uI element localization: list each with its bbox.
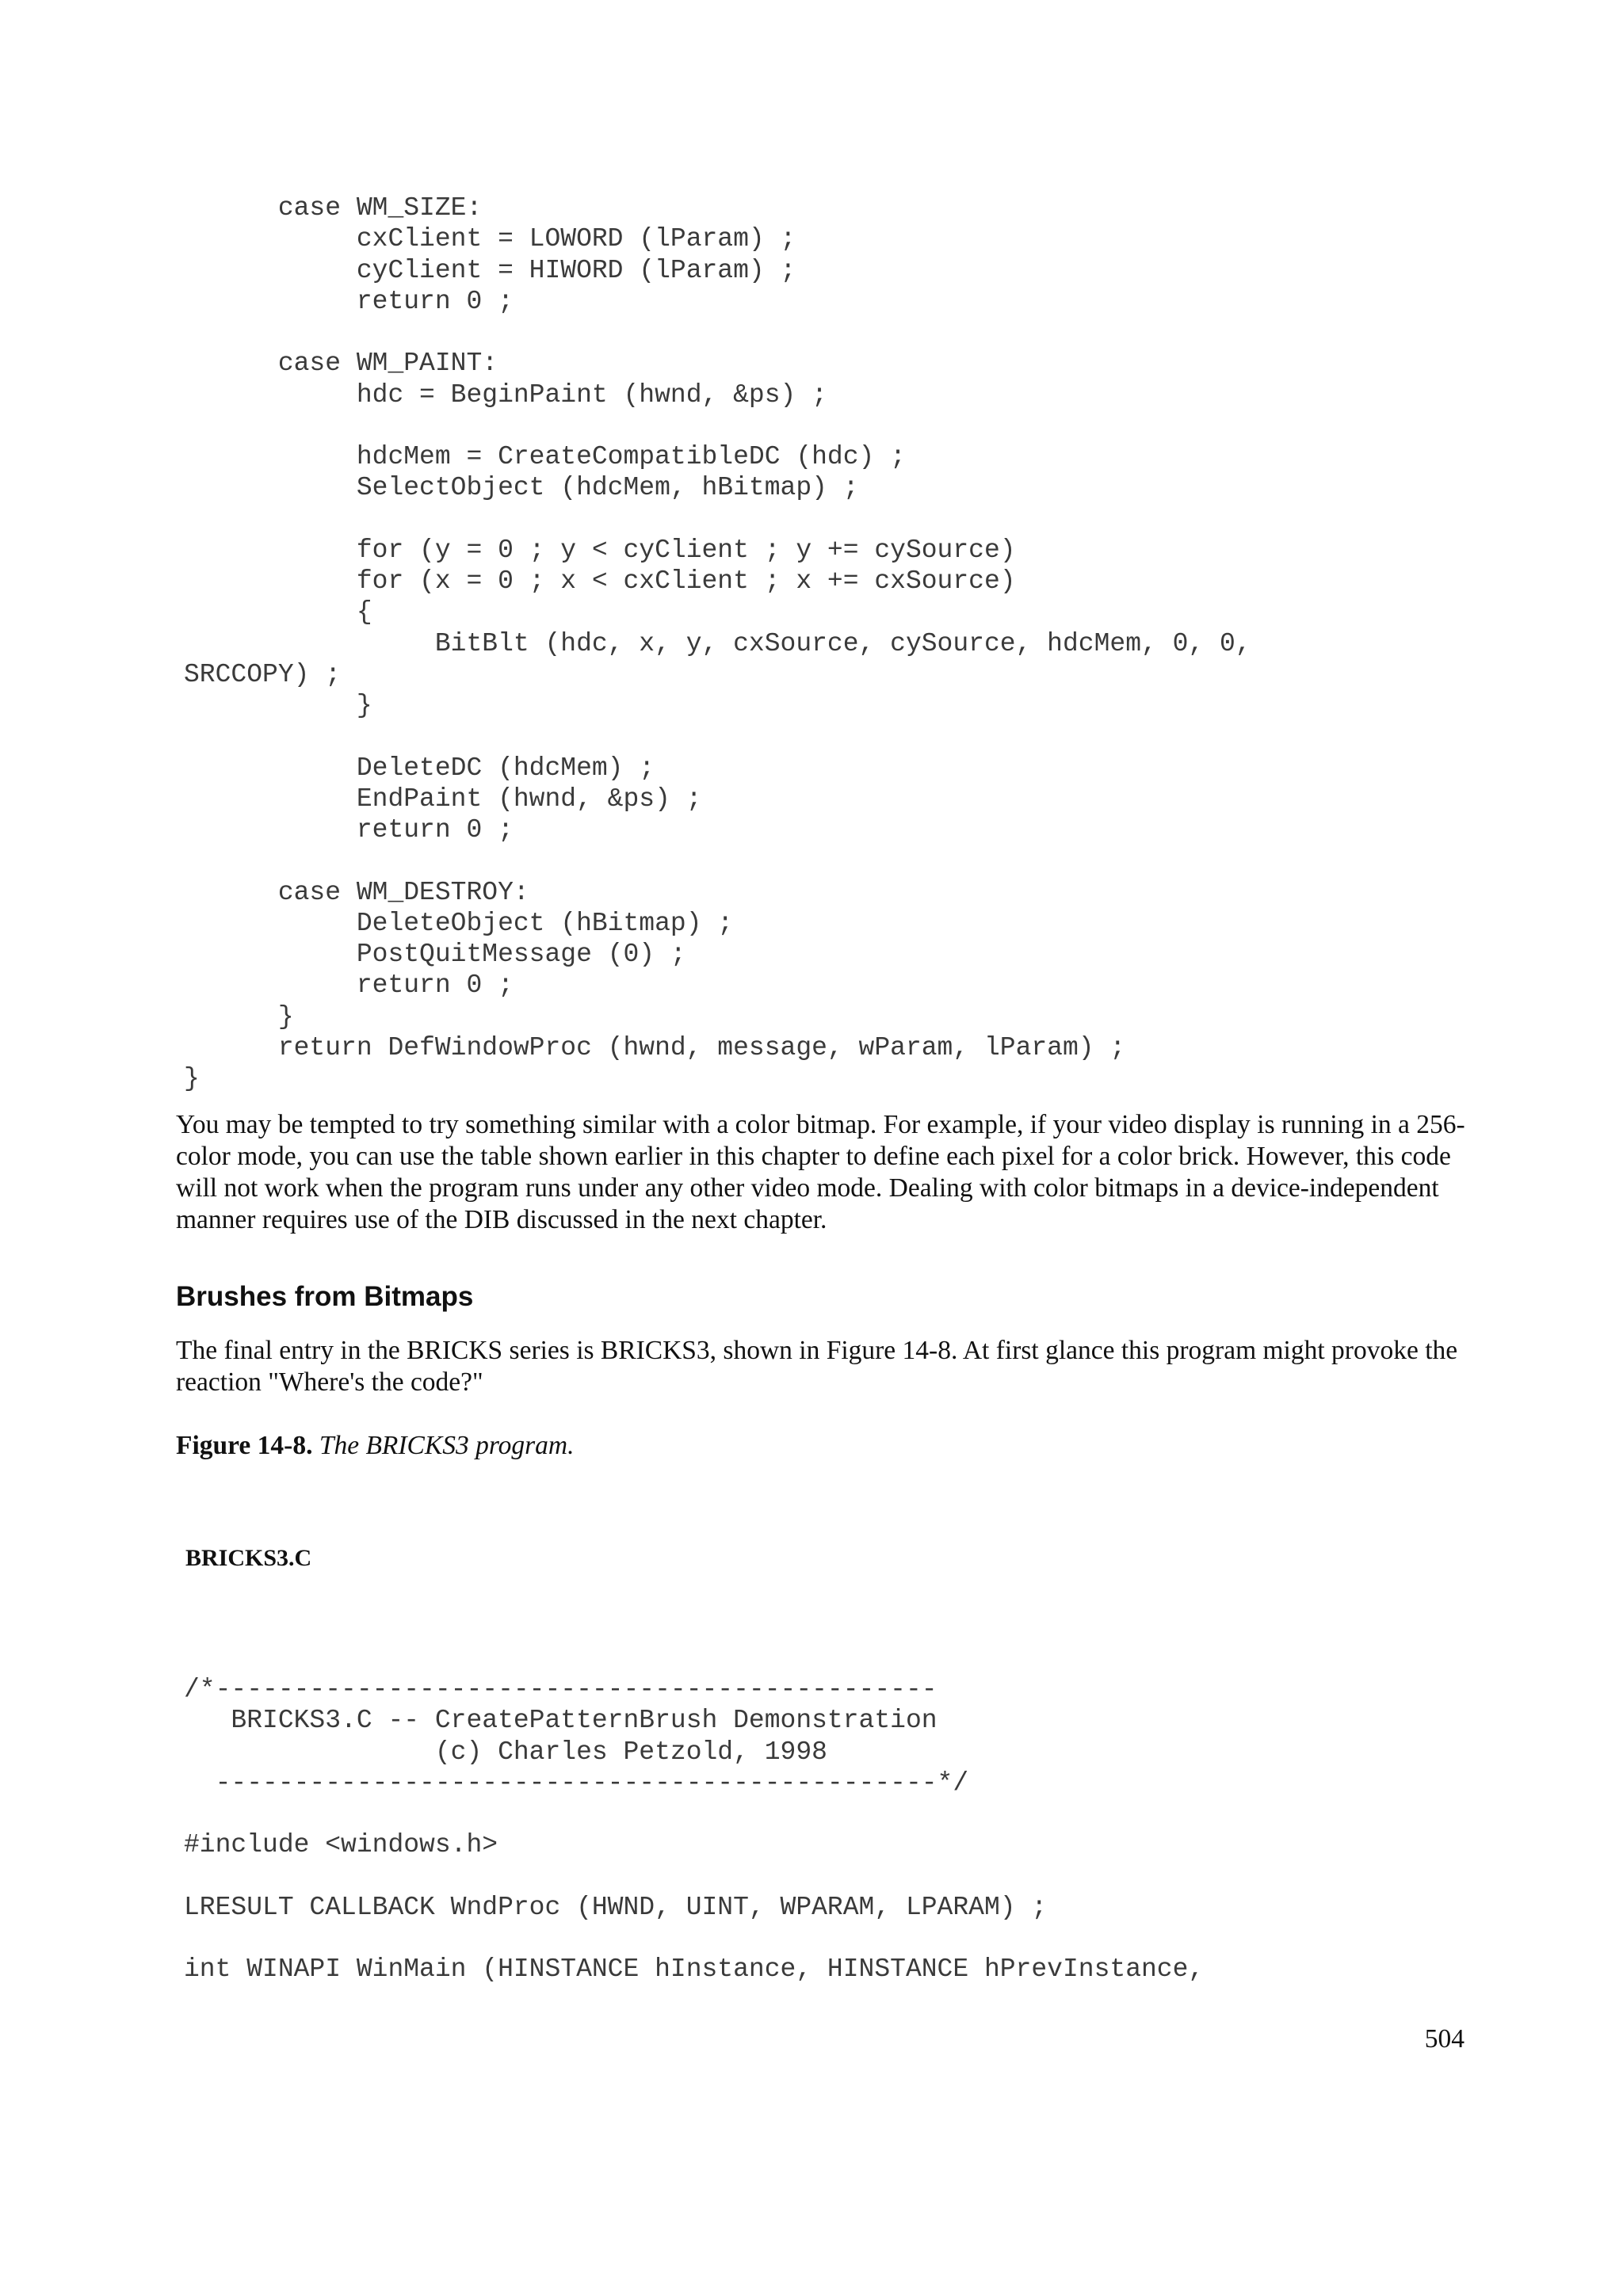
code-line: SelectObject (hdcMem, hBitmap) ; (184, 473, 859, 503)
page-number: 504 (1424, 2024, 1465, 2054)
code-line: LRESULT CALLBACK WndProc (HWND, UINT, WPARAM, LPARAM) ; (184, 1892, 1048, 1922)
code-line: /*---------------------------------------------- (184, 1675, 938, 1704)
figure-caption (176, 1430, 575, 1462)
section-heading: Brushes from Bitmaps (176, 1281, 474, 1312)
code-line: cyClient = HIWORD (lParam) ; (184, 255, 796, 285)
code-line: SRCCOPY) ; (184, 659, 342, 689)
code-line: BRICKS3.C -- CreatePatternBrush Demonstration (184, 1706, 938, 1736)
code-line: hdc = BeginPaint (hwnd, &ps) ; (184, 379, 827, 410)
code-line: return DefWindowProc (hwnd, message, wParam, lParam) ; (184, 1032, 1126, 1062)
code-line: return 0 ; (184, 971, 514, 1001)
code-line: { (184, 597, 372, 627)
figure-number: Figure 14-8. (176, 1431, 313, 1460)
code-line: } (184, 1064, 200, 1093)
body-paragraph-color-bitmap: You may be tempted to try something similar with a color bitmap. For example, if your video display is running in a 256-color mode, you can use the table shown earlier in this chapter to define each pixel for a color brick. However, this code will not work when the program runs under any other video mode. Dealing with color bitmaps in a device-independent manner requires use of the DIB discussed in the next chapter. (176, 1110, 1465, 1234)
code-line: } (184, 1001, 294, 1032)
code-line: case WM_SIZE: (184, 193, 483, 223)
code-line: DeleteObject (hBitmap) ; (184, 908, 734, 938)
code-line: for (x = 0 ; x < cxClient ; x += cxSource) (184, 566, 1016, 596)
code-line: hdcMem = CreateCompatibleDC (hdc) ; (184, 442, 906, 471)
body-paragraph-bricks3-intro: The final entry in the BRICKS series is BRICKS3, shown in Figure 14-8. At first glance this program might provoke the reaction "Where's the code?" (176, 1336, 1458, 1397)
code-line: } (184, 691, 372, 720)
code-line: ----------------------------------------------*/ (184, 1768, 969, 1798)
code-line: #include <windows.h> (184, 1830, 498, 1860)
code-line: return 0 ; (184, 815, 514, 845)
code-line: cxClient = LOWORD (lParam) ; (184, 224, 796, 254)
source-file-label: BRICKS3.C (185, 1545, 312, 1571)
code-line: case WM_DESTROY: (184, 877, 529, 907)
code-line: (c) Charles Petzold, 1998 (184, 1737, 827, 1767)
code-line: int WINAPI WinMain (HINSTANCE hInstance, HINSTANCE hPrevInstance, (184, 1955, 1205, 1985)
code-line: BitBlt (hdc, x, y, cxSource, cySource, hdcMem, 0, 0, (184, 628, 1251, 658)
code-line: EndPaint (hwnd, &ps) ; (184, 784, 702, 814)
code-listing-bricks3 (184, 1674, 1204, 1985)
code-line: DeleteDC (hdcMem) ; (184, 753, 655, 783)
code-listing-wndproc (184, 193, 1251, 1094)
code-line: for (y = 0 ; y < cyClient ; y += cySource) (184, 535, 1016, 565)
figure-title: The BRICKS3 program. (319, 1431, 575, 1460)
code-line: return 0 ; (184, 286, 514, 316)
code-line: case WM_PAINT: (184, 349, 498, 379)
code-line: PostQuitMessage (0) ; (184, 940, 686, 969)
